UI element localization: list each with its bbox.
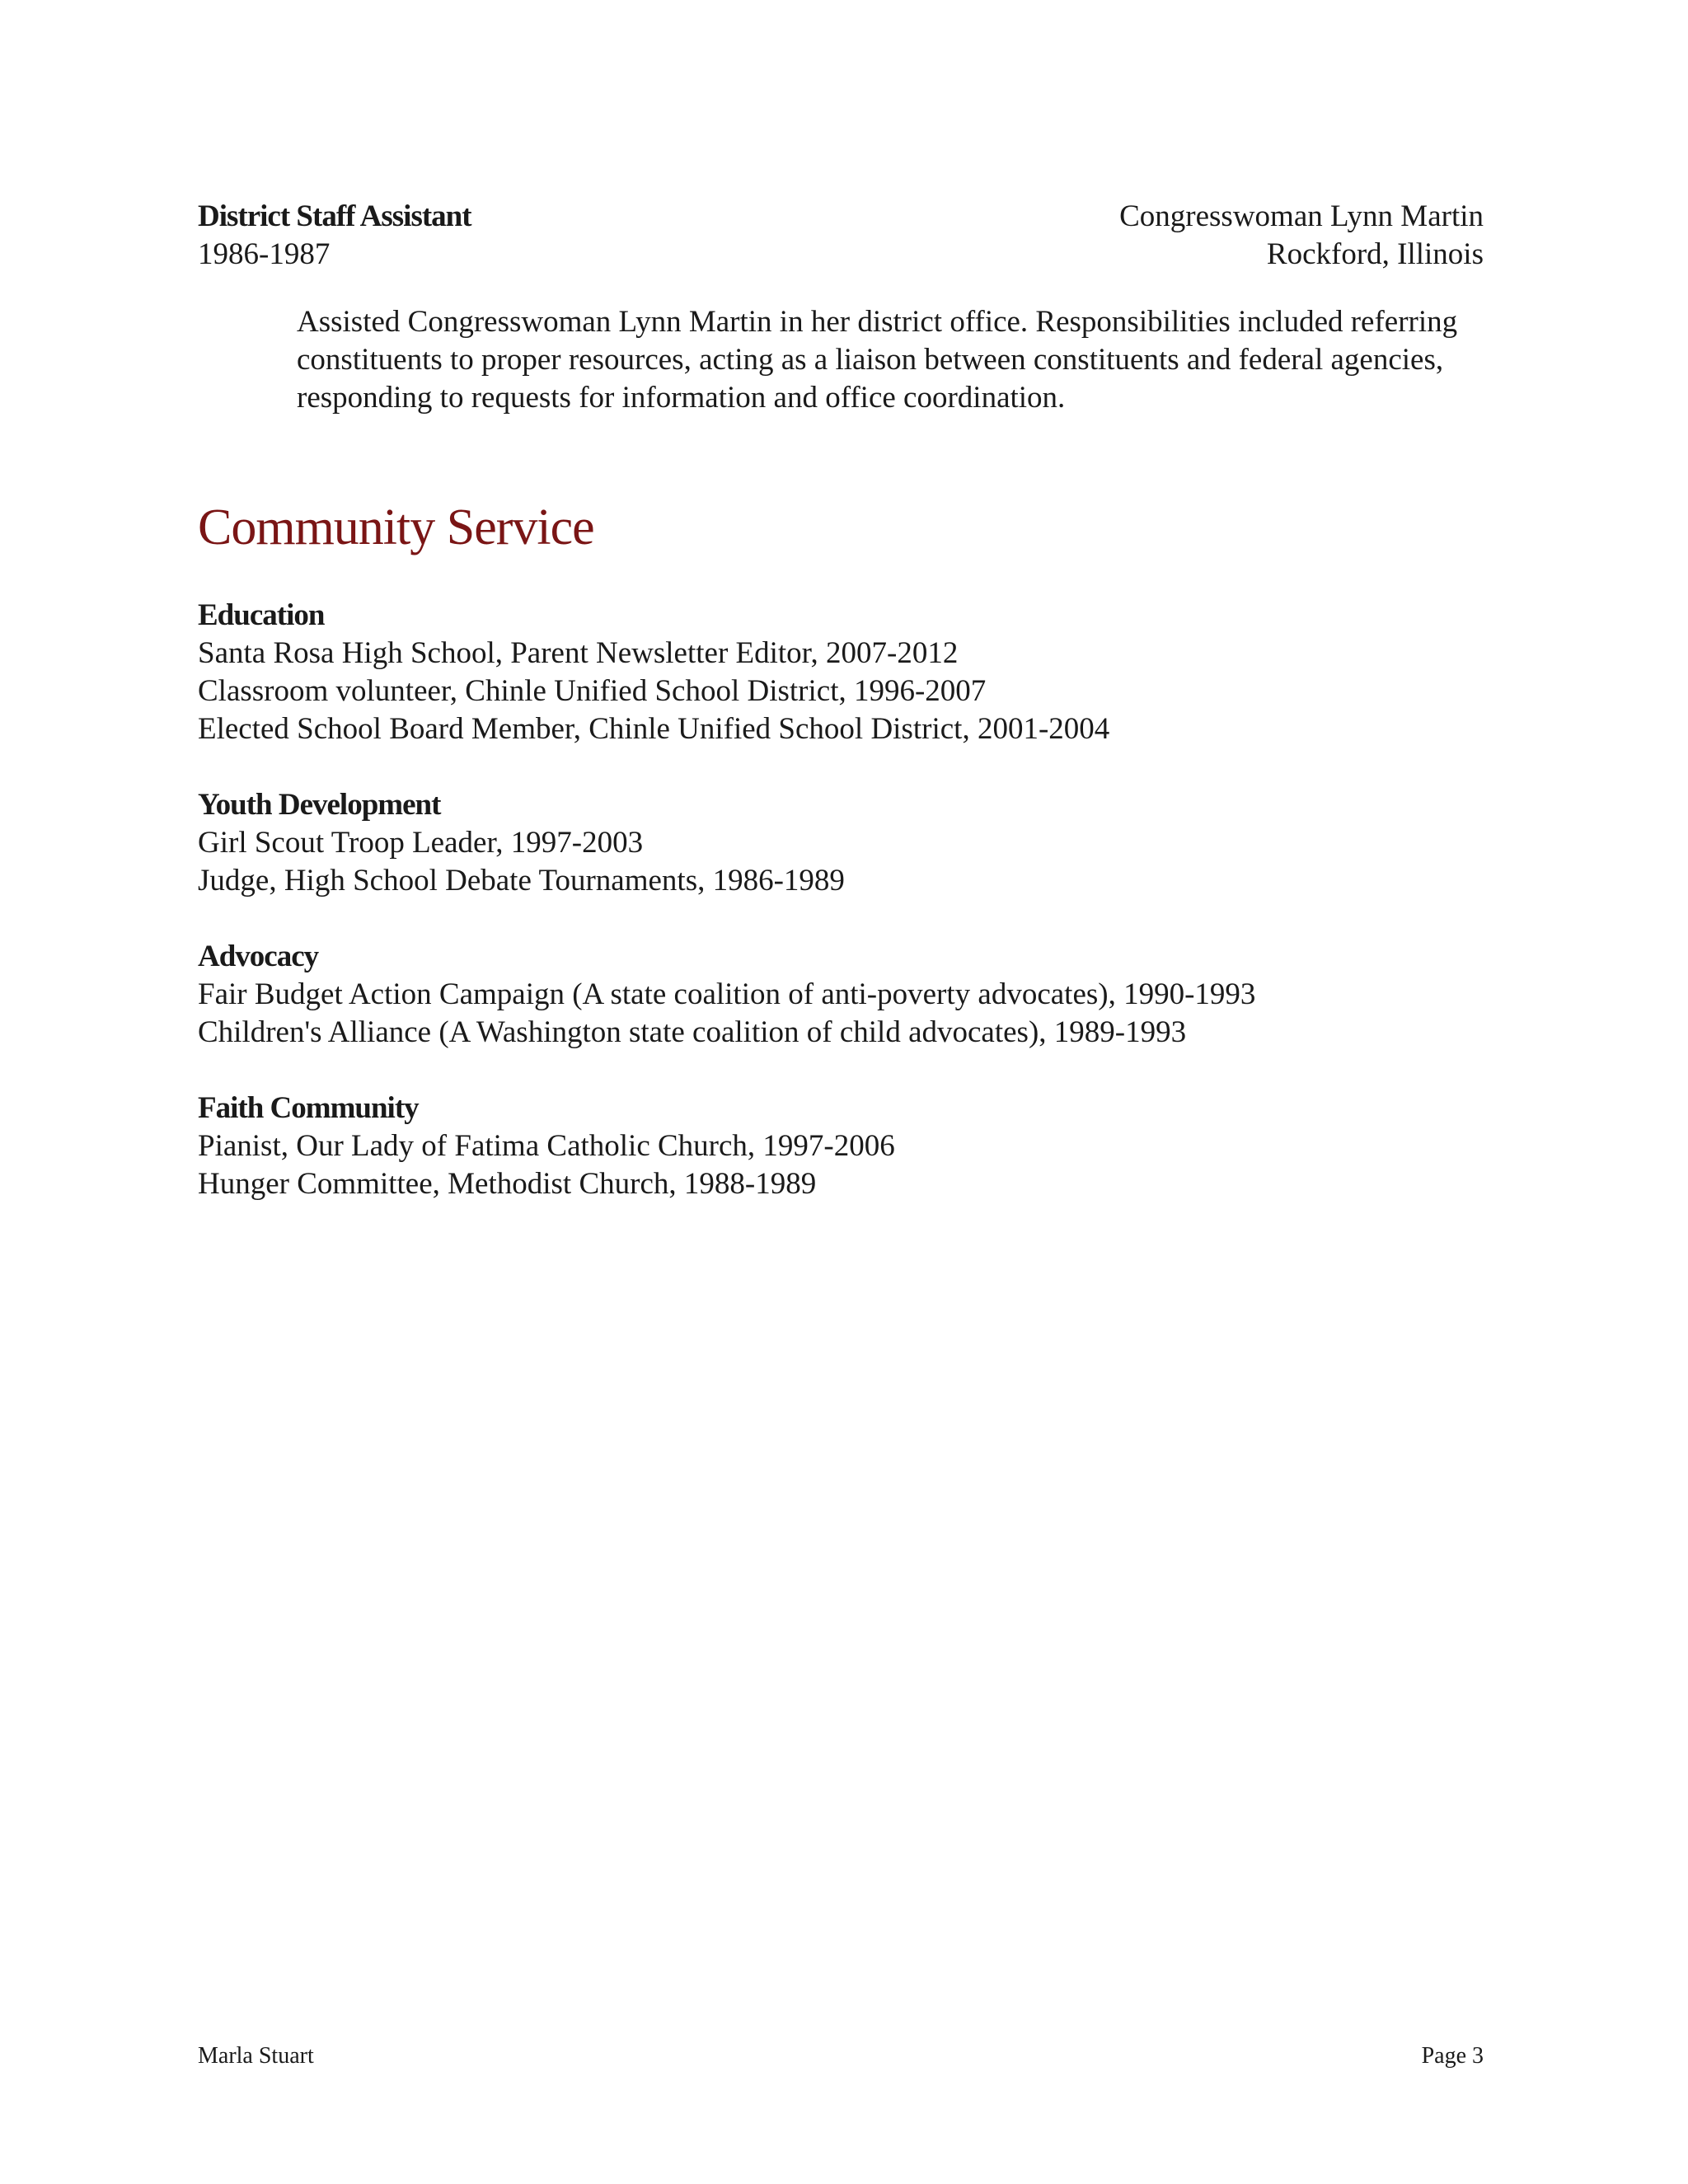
list-item: Children's Alliance (A Washington state coalition of child advocates), 1989-1993 [198,1015,1187,1049]
list-item: Elected School Board Member, Chinle Unified School District, 2001-2004 [198,712,1110,746]
cs-group-advocacy [198,938,1484,1052]
list-item: Hunger Committee, Methodist Church, 1988-1989 [198,1167,817,1201]
job-dates: 1986-1987 [198,237,331,271]
job-description: Assisted Congresswoman Lynn Martin in her district office. Responsibilities included referring constituents to proper resources, acting as a liaison between constituents and federal agencies, responding to requests for information and office coordination. [297,305,1458,415]
list-item: Classroom volunteer, Chinle Unified School District, 1996-2007 [198,674,987,708]
job-location: Rockford, Illinois [1266,237,1484,271]
job-title: District Staff Assistant [198,199,471,233]
section-heading-community-service: Community Service [198,499,594,555]
footer-page-number: Page 3 [1421,2043,1484,2069]
cs-group-education [198,597,1484,748]
cs-group-youth-development [198,786,1484,900]
list-item: Girl Scout Troop Leader, 1997-2003 [198,826,644,860]
page-footer [198,2042,1484,2070]
job-header-row [198,198,1484,236]
job-meta-row [198,236,1484,274]
job-entry [198,198,1484,417]
cs-group-faith-community [198,1090,1484,1203]
job-employer: Congresswoman Lynn Martin [1119,199,1484,233]
footer-name: Marla Stuart [198,2043,314,2069]
list-item: Fair Budget Action Campaign (A state coalition of anti-poverty advocates), 1990-1993 [198,977,1256,1011]
list-item: Judge, High School Debate Tournaments, 1986-1989 [198,864,845,898]
cs-group-title: Education [198,598,325,632]
cs-group-title: Youth Development [198,788,441,822]
community-service-list [198,597,1484,1241]
cs-group-title: Faith Community [198,1091,419,1125]
list-item: Santa Rosa High School, Parent Newsletter Editor, 2007-2012 [198,636,959,670]
cs-group-title: Advocacy [198,940,319,973]
list-item: Pianist, Our Lady of Fatima Catholic Church, 1997-2006 [198,1129,895,1163]
